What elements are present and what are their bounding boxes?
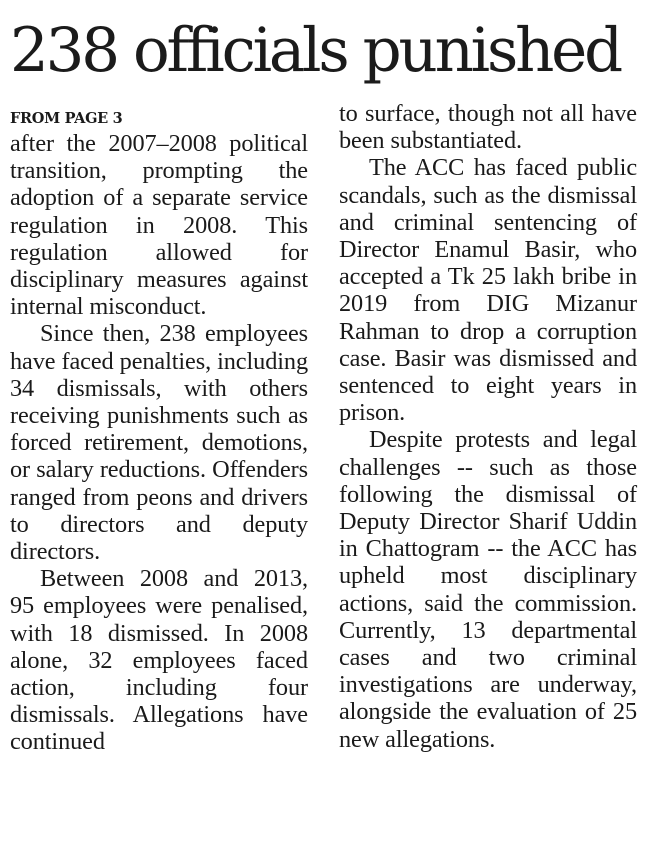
paragraph: to surface, though not all have been substantiated. — [339, 100, 637, 155]
article-column-left — [10, 108, 308, 756]
paragraph: after the 2007–2008 political transition, prompting the adoption of a separate service regulation in 2008. This regulation allowed for disciplinary measures against internal misconduct. — [10, 130, 308, 321]
paragraph: The ACC has faced public scandals, such as the dismissal and criminal sentencing of Director Enamul Basir, who accepted a Tk 25 lakh bribe in 2019 from DIG Mizanur Rahman to drop a corruption case. Basir was dismissed and sentenced to eight years in prison. — [339, 154, 637, 427]
article-column-right — [339, 100, 637, 753]
paragraph: Despite protests and legal challenges -- such as those following the dismissal of Deputy Director Sharif Uddin in Chattogram -- the ACC has upheld most disciplinary actions, said the commission. Currently, 13 departmental cases and two criminal investigations are underway, alongside the evaluation of 25 new allegations. — [339, 426, 637, 753]
paragraph: Between 2008 and 2013, 95 employees were penalised, with 18 dismissed. In 2008 alone, 32 employees faced action, including four dismissals. Allegations have continued — [10, 565, 308, 756]
continuation-kicker: FROM PAGE 3 — [10, 110, 123, 127]
paragraph: Since then, 238 employees have faced penalties, including 34 dismissals, with others receiving punishments such as forced retirement, demotions, or salary reductions. Offenders ranged from peons and drivers to directors and deputy directors. — [10, 320, 308, 566]
headline: 238 officials punished — [10, 15, 620, 86]
